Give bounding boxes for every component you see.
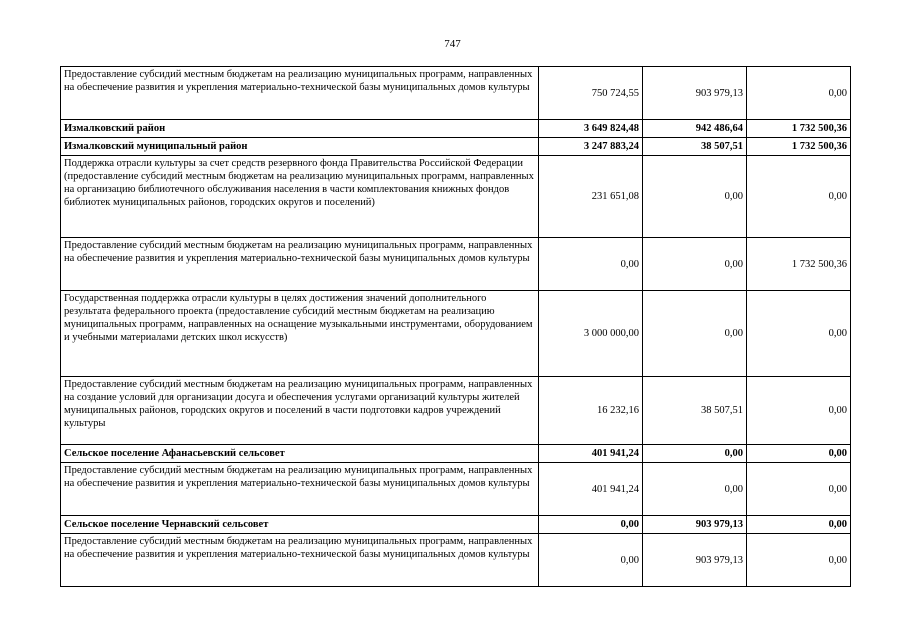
row-description: Предоставление субсидий местным бюджетам на реализацию муниципальных программ, направленных на обеспечение развития и укрепления материально-технической базы муниципальных домов культуры	[61, 463, 539, 516]
table-row	[61, 238, 851, 291]
row-value-1: 0,00	[539, 516, 643, 534]
row-value-2: 903 979,13	[643, 534, 747, 587]
table-row	[61, 534, 851, 587]
row-description: Сельское поселение Чернавский сельсовет	[61, 516, 539, 534]
row-value-1: 3 247 883,24	[539, 138, 643, 156]
row-description: Предоставление субсидий местным бюджетам на реализацию муниципальных программ, направленных на обеспечение развития и укрепления материально-технической базы муниципальных домов культуры	[61, 238, 539, 291]
row-value-2: 38 507,51	[643, 377, 747, 445]
row-description: Предоставление субсидий местным бюджетам на реализацию муниципальных программ, направленных на обеспечение развития и укрепления материально-технической базы муниципальных домов культуры	[61, 67, 539, 120]
row-value-3: 1 732 500,36	[747, 138, 851, 156]
table-row	[61, 156, 851, 238]
row-value-2: 0,00	[643, 238, 747, 291]
row-value-1: 0,00	[539, 238, 643, 291]
row-value-2: 903 979,13	[643, 67, 747, 120]
row-value-2: 942 486,64	[643, 120, 747, 138]
row-value-1: 401 941,24	[539, 445, 643, 463]
row-value-1: 0,00	[539, 534, 643, 587]
row-value-3: 0,00	[747, 67, 851, 120]
row-value-3: 0,00	[747, 291, 851, 377]
row-value-2: 903 979,13	[643, 516, 747, 534]
budget-table	[60, 66, 851, 587]
table-row-settlement-total	[61, 445, 851, 463]
table-row-district-total	[61, 120, 851, 138]
row-value-3: 0,00	[747, 377, 851, 445]
table-row-municipal-total	[61, 138, 851, 156]
row-value-3: 0,00	[747, 445, 851, 463]
row-description: Сельское поселение Афанасьевский сельсовет	[61, 445, 539, 463]
row-value-1: 401 941,24	[539, 463, 643, 516]
row-value-1: 16 232,16	[539, 377, 643, 445]
page-number: 747	[444, 38, 461, 50]
table-row	[61, 67, 851, 120]
row-description: Поддержка отрасли культуры за счет средств резервного фонда Правительства Российской Федерации (предоставление субсидий местным бюджетам на реализацию муниципальных программ, направленных на организацию библиотечного обслуживания населения в части комплектования книжных фондов библиотек муниципальных районов, городских округов и поселений)	[61, 156, 539, 238]
row-description: Измалковский муниципальный район	[61, 138, 539, 156]
row-value-1: 3 000 000,00	[539, 291, 643, 377]
table-row	[61, 463, 851, 516]
row-description: Измалковский район	[61, 120, 539, 138]
row-value-2: 38 507,51	[643, 138, 747, 156]
row-value-3: 0,00	[747, 516, 851, 534]
row-description: Государственная поддержка отрасли культуры в целях достижения значений дополнительного результата федерального проекта (предоставление субсидий местным бюджетам на реализацию муниципальных программ, направленных на оснащение музыкальными инструментами, оборудованием и учебными материалами детских школ искусств)	[61, 291, 539, 377]
table-row	[61, 377, 851, 445]
row-value-1: 750 724,55	[539, 67, 643, 120]
row-value-2: 0,00	[643, 291, 747, 377]
row-description: Предоставление субсидий местным бюджетам на реализацию муниципальных программ, направленных на создание условий для организации досуга и обеспечения услугами организаций культуры жителей муниципальных районов, городских округов и поселений в части подготовки кадров учреждений культуры	[61, 377, 539, 445]
row-value-2: 0,00	[643, 445, 747, 463]
row-value-1: 231 651,08	[539, 156, 643, 238]
row-value-3: 1 732 500,36	[747, 120, 851, 138]
row-value-3: 0,00	[747, 156, 851, 238]
row-value-1: 3 649 824,48	[539, 120, 643, 138]
table-row-settlement-total	[61, 516, 851, 534]
row-value-2: 0,00	[643, 156, 747, 238]
row-value-2: 0,00	[643, 463, 747, 516]
row-description: Предоставление субсидий местным бюджетам на реализацию муниципальных программ, направленных на обеспечение развития и укрепления материально-технической базы муниципальных домов культуры	[61, 534, 539, 587]
budget-table-body	[61, 67, 851, 587]
table-row	[61, 291, 851, 377]
row-value-3: 0,00	[747, 463, 851, 516]
row-value-3: 0,00	[747, 534, 851, 587]
row-value-3: 1 732 500,36	[747, 238, 851, 291]
